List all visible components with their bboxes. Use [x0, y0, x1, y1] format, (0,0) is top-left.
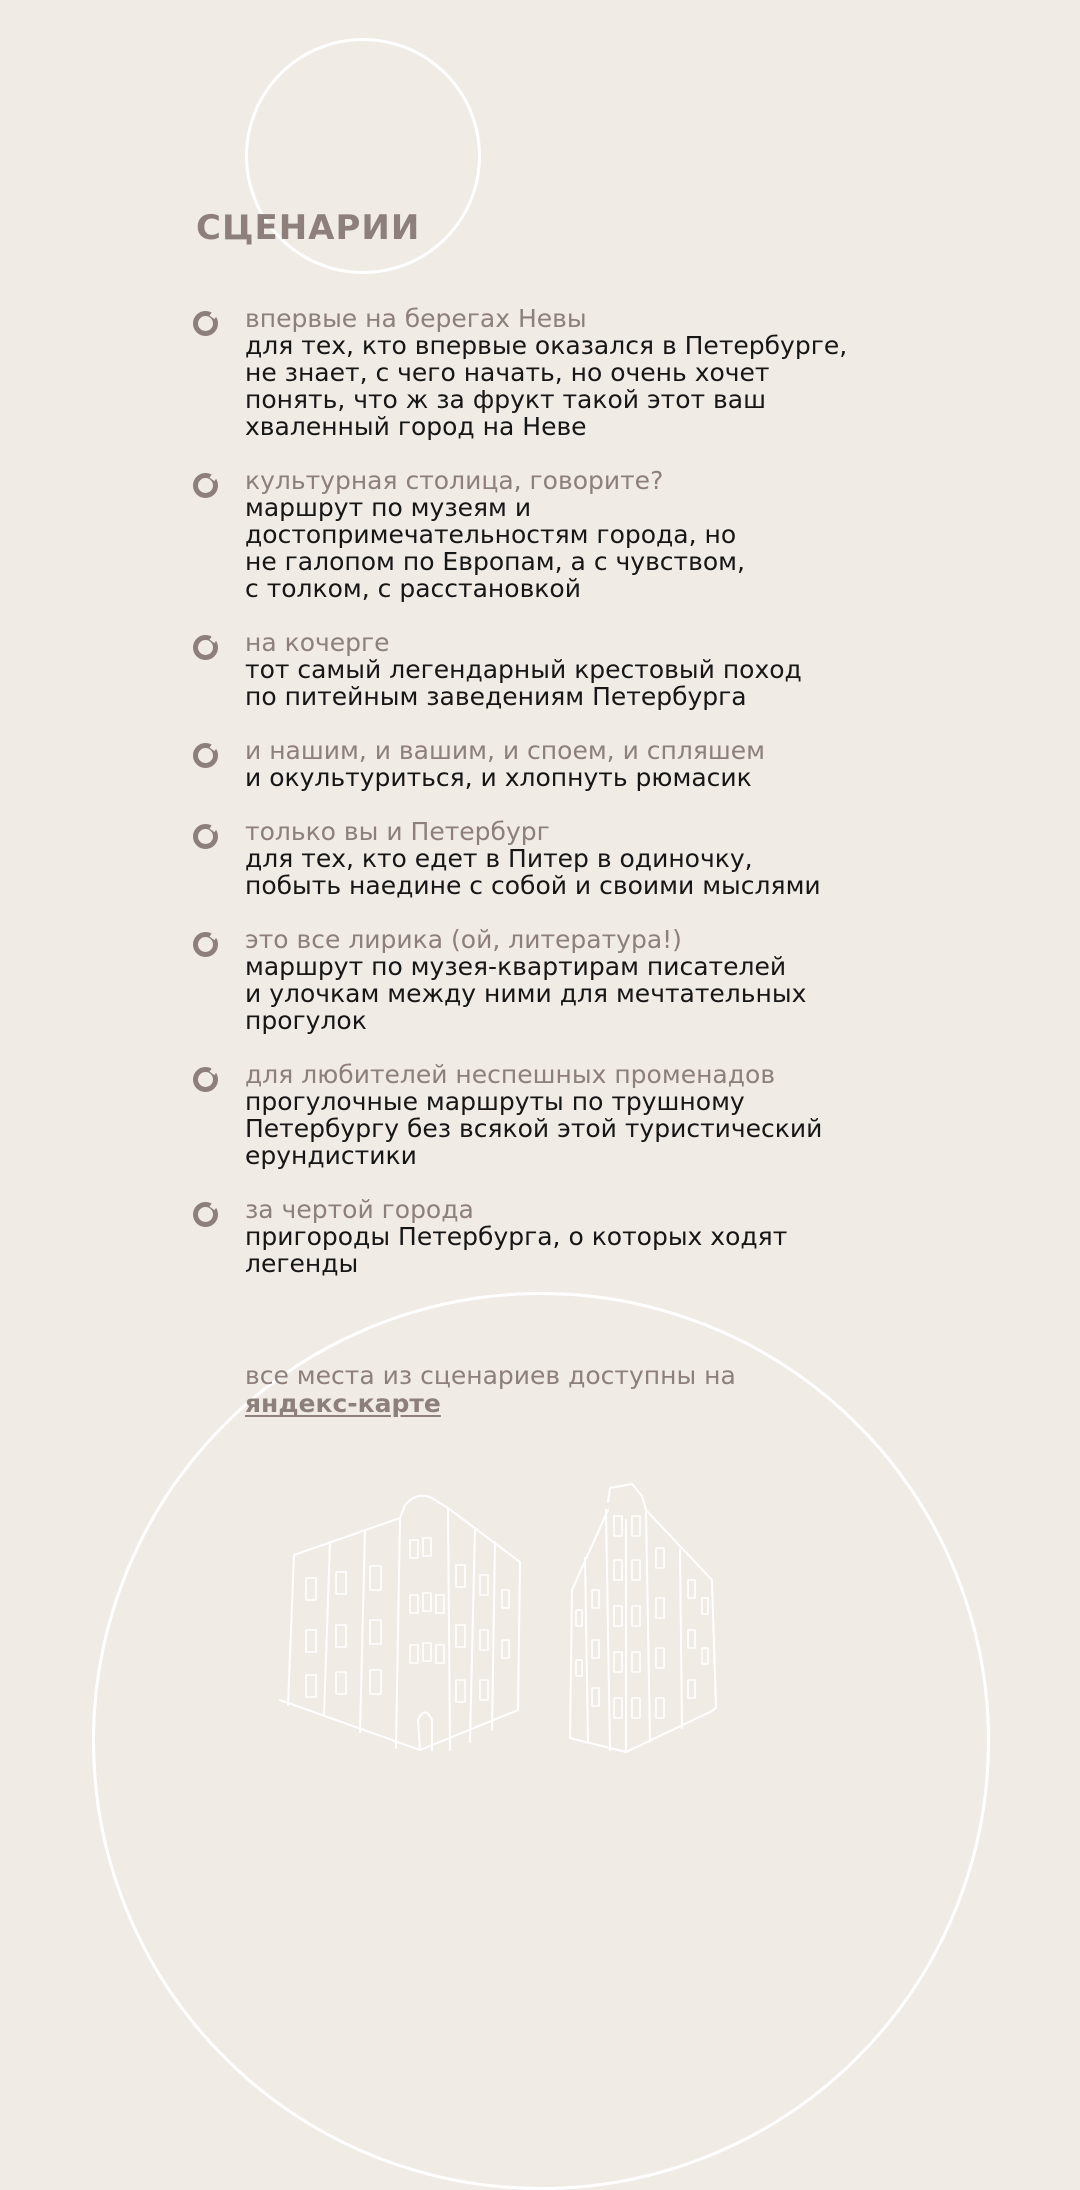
- scenario-item[interactable]: [245, 737, 1005, 791]
- scenario-description: тот самый легендарный крестовый поход по питейным заведениям Петербурга: [245, 655, 802, 711]
- scenario-title: за чертой города: [245, 1195, 474, 1224]
- scenario-description: и окультуриться, и хлопнуть рюмасик: [245, 763, 752, 792]
- scenario-title: культурная столица, говорите?: [245, 466, 664, 495]
- scenario-description: для тех, кто впервые оказался в Петербурге, не знает, с чего начать, но очень хочет понять, что ж за фрукт такой этот ваш хваленный город на Неве: [245, 331, 848, 441]
- scenario-item[interactable]: [245, 305, 1005, 440]
- circle-bullet-icon: [193, 311, 218, 336]
- left-building-sketch: [280, 1496, 520, 1750]
- scenario-item[interactable]: [245, 926, 1005, 1034]
- scenario-title: это все лирика (ой, литература!): [245, 925, 682, 954]
- scenario-description: пригороды Петербурга, о которых ходят легенды: [245, 1222, 788, 1278]
- circle-bullet-icon: [193, 473, 218, 498]
- scenario-item[interactable]: [245, 1061, 1005, 1169]
- scenario-description: для тех, кто едет в Питер в одиночку, побыть наедине с собой и своими мыслями: [245, 844, 821, 900]
- scenario-title: на кочерге: [245, 628, 390, 657]
- map-availability-note: [245, 1362, 736, 1418]
- scenario-description: прогулочные маршруты по трушному Петербургу без всякой этой туристический ерундистики: [245, 1087, 823, 1170]
- circle-bullet-icon: [193, 932, 218, 957]
- scenario-description: маршрут по музеям и достопримечательностям города, но не галопом по Европам, а с чувством, с толком, с расстановкой: [245, 493, 745, 603]
- page-title: СЦЕНАРИИ: [196, 208, 421, 248]
- scenario-description: маршрут по музея-квартирам писателей и улочкам между ними для мечтательных прогулок: [245, 952, 807, 1035]
- scenario-item[interactable]: [245, 629, 1005, 710]
- scenario-title: для любителей неспешных променадов: [245, 1060, 776, 1089]
- scenario-item[interactable]: [245, 1196, 1005, 1277]
- right-building-sketch: [570, 1484, 716, 1752]
- map-availability-text: все места из сценариев доступны на: [245, 1361, 736, 1390]
- circle-bullet-icon: [193, 635, 218, 660]
- scenario-title: только вы и Петербург: [245, 817, 550, 846]
- scenario-title: и нашим, и вашим, и споем, и спляшем: [245, 736, 765, 765]
- yandex-map-link[interactable]: яндекс-карте: [245, 1389, 441, 1418]
- building-sketch-icon: [270, 1480, 810, 1760]
- scenario-title: впервые на берегах Невы: [245, 304, 587, 333]
- circle-bullet-icon: [193, 743, 218, 768]
- circle-bullet-icon: [193, 1202, 218, 1227]
- scenario-item[interactable]: [245, 818, 1005, 899]
- scenario-item[interactable]: [245, 467, 1005, 602]
- circle-bullet-icon: [193, 1067, 218, 1092]
- circle-bullet-icon: [193, 824, 218, 849]
